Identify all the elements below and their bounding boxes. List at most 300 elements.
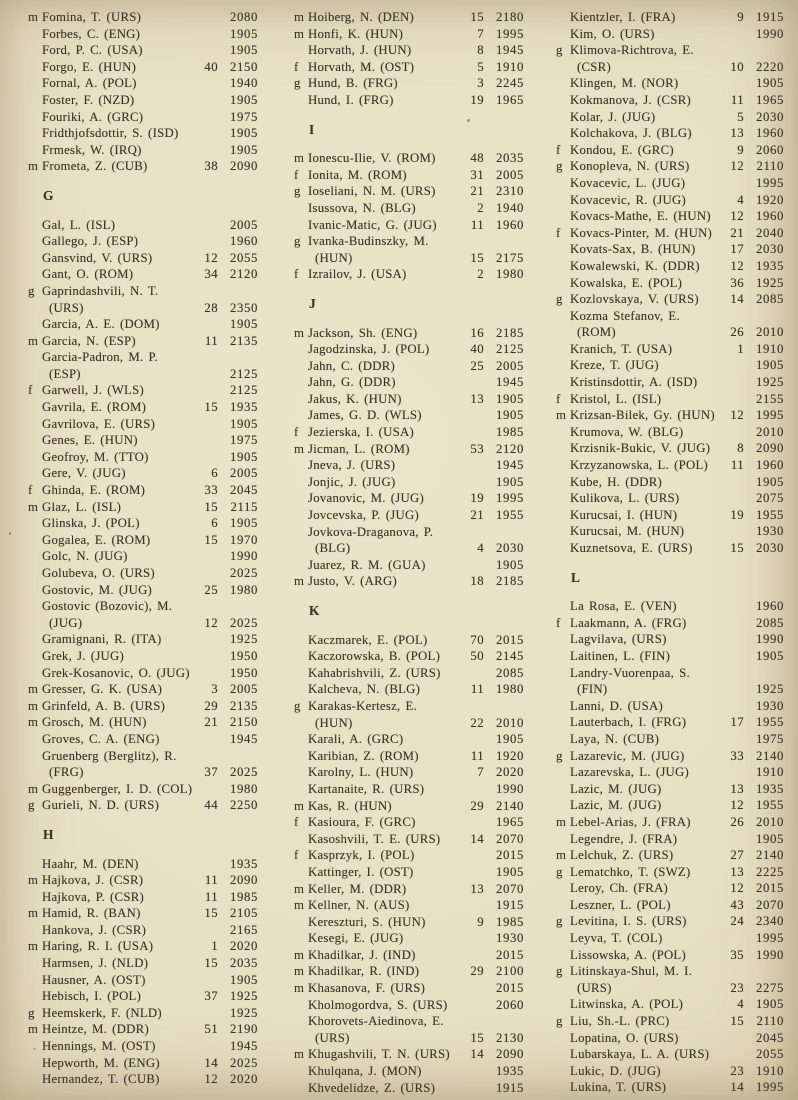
scan-artifact-dot xyxy=(467,119,470,122)
player-entry-row xyxy=(28,349,258,366)
games-count: 21 xyxy=(730,225,744,240)
player-name: Kasioura, F. (GRC) xyxy=(308,815,416,830)
games-count: 19 xyxy=(730,507,744,522)
player-name: Krzyzanowska, L. (POL) xyxy=(570,458,709,473)
player-entry-row xyxy=(556,175,784,192)
games-count: 50 xyxy=(470,649,484,664)
player-name: Ionita, M. (ROM) xyxy=(308,167,407,182)
player-entry-row xyxy=(556,424,784,441)
player-name: (URS) xyxy=(315,1030,350,1045)
elo-rating: 2140 xyxy=(756,848,784,863)
title-marker: m xyxy=(28,698,38,713)
player-name: Juarez, R. M. (GUA) xyxy=(308,557,426,572)
elo-rating: 1960 xyxy=(756,458,784,473)
player-entry-row xyxy=(28,142,258,159)
elo-rating: 2220 xyxy=(756,59,784,74)
elo-rating: 2125 xyxy=(230,366,258,381)
elo-rating: 1980 xyxy=(230,781,258,796)
player-name: Leroy, Ch. (FRA) xyxy=(570,881,669,896)
player-name: Kurucsai, M. (HUN) xyxy=(570,524,685,539)
elo-rating: 1995 xyxy=(756,1080,784,1095)
elo-rating: 1935 xyxy=(756,781,784,796)
player-name: Gramignani, R. (ITA) xyxy=(42,632,162,647)
games-count: 2 xyxy=(477,200,484,215)
player-entry-row xyxy=(28,399,258,416)
player-name: Gostovic, M. (JUG) xyxy=(42,582,153,597)
games-count: 14 xyxy=(470,1047,484,1062)
player-entry-row xyxy=(294,524,524,541)
player-name: Gallego, J. (ESP) xyxy=(42,234,139,249)
player-name: Gresser, G. K. (USA) xyxy=(42,682,163,697)
player-entry-row xyxy=(556,598,784,615)
games-count: 27 xyxy=(730,848,744,863)
player-entry-row xyxy=(556,192,784,209)
player-name: Hankova, J. (CSR) xyxy=(42,922,147,937)
player-name: Grosch, M. (HUN) xyxy=(42,715,147,730)
elo-rating: 1990 xyxy=(756,632,784,647)
elo-rating: 2015 xyxy=(756,881,784,896)
player-entry-row xyxy=(294,930,524,947)
games-count: 37 xyxy=(204,765,218,780)
player-entry-row xyxy=(556,26,784,43)
player-entry-row xyxy=(28,598,258,615)
elo-rating: 2045 xyxy=(756,1030,784,1045)
player-name: Klimova-Richtrova, E. xyxy=(570,43,694,58)
title-marker: g xyxy=(556,914,563,929)
entry-continuation-row xyxy=(294,715,524,732)
player-name: Kristol, L. (ISL) xyxy=(570,391,662,406)
games-count: 19 xyxy=(470,491,484,506)
player-name: Garcia, N. (ESP) xyxy=(42,333,136,348)
player-entry-row xyxy=(556,996,784,1013)
elo-rating: 2120 xyxy=(230,267,258,282)
player-entry-row xyxy=(28,266,258,283)
player-entry-row xyxy=(28,748,258,765)
games-count: 70 xyxy=(470,632,484,647)
player-entry-row xyxy=(556,457,784,474)
elo-rating: 1935 xyxy=(230,856,258,871)
games-count: 8 xyxy=(737,441,744,456)
player-entry-row xyxy=(28,631,258,648)
title-marker: g xyxy=(556,748,563,763)
games-count: 18 xyxy=(470,574,484,589)
title-marker: f xyxy=(294,848,299,863)
player-entry-row xyxy=(556,490,784,507)
player-name: Lematchko, T. (SWZ) xyxy=(570,864,691,879)
elo-rating: 2025 xyxy=(230,566,258,580)
player-entry-row xyxy=(294,897,524,914)
player-entry-row xyxy=(28,938,258,955)
elo-rating: 1905 xyxy=(230,126,258,141)
player-entry-row xyxy=(294,1013,524,1030)
player-name: Lopatina, O. (URS) xyxy=(570,1030,679,1045)
player-name: Karakas-Kertesz, E. xyxy=(308,698,418,713)
elo-rating: 2165 xyxy=(230,922,258,937)
player-entry-row xyxy=(294,764,524,781)
games-count: 34 xyxy=(204,267,218,282)
player-name: Jovkova-Draganova, P. xyxy=(308,524,434,539)
elo-rating: 1980 xyxy=(230,582,258,597)
player-entry-row xyxy=(28,217,258,234)
games-count: 24 xyxy=(730,914,744,929)
player-entry-row xyxy=(28,499,258,516)
player-name: Gal, L. (ISL) xyxy=(42,217,116,232)
player-entry-row xyxy=(294,665,524,682)
player-entry-row xyxy=(28,648,258,665)
player-name: Genes, E. (HUN) xyxy=(42,433,138,448)
player-name: Horvath, J. (HUN) xyxy=(308,43,412,58)
player-name: Kovacs-Mathe, E. (HUN) xyxy=(570,209,711,224)
section-letter-header: G xyxy=(43,187,54,203)
player-entry-row xyxy=(556,930,784,947)
title-marker: f xyxy=(28,483,33,498)
elo-rating: 2150 xyxy=(230,59,258,74)
elo-rating: 2085 xyxy=(496,665,524,680)
player-name: Kientzler, I. (FRA) xyxy=(570,10,676,24)
title-marker: m xyxy=(28,333,38,348)
elo-rating: 2070 xyxy=(756,897,784,912)
elo-rating: 1905 xyxy=(496,474,524,489)
player-entry-row xyxy=(28,714,258,731)
elo-rating: 1995 xyxy=(756,931,784,946)
player-entry-row xyxy=(556,698,784,715)
player-name: Ford, P. C. (USA) xyxy=(42,43,143,58)
elo-rating: 1905 xyxy=(230,142,258,157)
player-name: Gogalea, E. (ROM) xyxy=(42,532,151,547)
player-entry-row xyxy=(556,880,784,897)
games-count: 33 xyxy=(204,483,218,498)
games-count: 7 xyxy=(477,26,484,41)
elo-rating: 1955 xyxy=(756,715,784,730)
player-entry-row xyxy=(28,922,258,939)
games-count: 12 xyxy=(204,250,218,265)
player-entry-row xyxy=(556,523,784,540)
title-marker: m xyxy=(556,408,566,423)
player-entry-row xyxy=(28,1021,258,1038)
player-entry-row xyxy=(28,515,258,532)
player-name: Grek-Kosanovic, O. (JUG) xyxy=(42,665,190,680)
player-name: Jneva, J. (URS) xyxy=(308,458,396,473)
player-entry-row xyxy=(556,75,784,92)
elo-rating: 1995 xyxy=(756,175,784,190)
elo-rating: 1995 xyxy=(496,26,524,41)
player-entry-row xyxy=(556,9,784,26)
title-marker: f xyxy=(556,142,561,157)
title-marker: m xyxy=(28,159,38,174)
player-name: Jezierska, I. (USA) xyxy=(308,425,415,440)
player-entry-row xyxy=(294,1046,524,1063)
player-name: (URS) xyxy=(577,980,612,995)
section-letter-header: L xyxy=(571,569,581,585)
games-count: 21 xyxy=(204,715,218,730)
elo-rating: 1990 xyxy=(230,549,258,564)
title-marker: f xyxy=(294,167,299,182)
games-count: 21 xyxy=(470,508,484,523)
player-name: Lazic, M. (JUG) xyxy=(570,781,662,796)
elo-rating: 2125 xyxy=(496,342,524,357)
player-name: Lissowska, A. (POL) xyxy=(570,947,687,962)
player-name: Lagvilava, (URS) xyxy=(570,632,667,647)
entry-continuation-row xyxy=(28,764,258,781)
elo-rating: 2030 xyxy=(756,541,784,555)
player-name: Hausner, A. (OST) xyxy=(42,972,146,987)
player-entry-row xyxy=(28,26,258,43)
player-name: Golc, N. (JUG) xyxy=(42,549,128,564)
player-name: Khorovets-Aiedinova, E. xyxy=(308,1014,444,1029)
elo-rating: 1940 xyxy=(230,76,258,91)
games-count: 5 xyxy=(737,109,744,124)
elo-rating: 1950 xyxy=(230,665,258,680)
player-entry-row xyxy=(556,665,784,682)
elo-rating: 2025 xyxy=(230,615,258,630)
entry-continuation-row xyxy=(294,1030,524,1047)
player-entry-row xyxy=(294,233,524,250)
player-name: Karibian, Z. (ROM) xyxy=(308,748,419,763)
player-name: Laitinen, L. (FIN) xyxy=(570,648,671,663)
elo-rating: 2135 xyxy=(230,333,258,348)
player-name: Lubarskaya, L. A. (URS) xyxy=(570,1047,710,1062)
elo-rating: 1905 xyxy=(496,557,524,572)
elo-rating: 1930 xyxy=(496,931,524,946)
title-marker: g xyxy=(556,43,563,58)
games-count: 28 xyxy=(204,300,218,315)
player-entry-row xyxy=(28,856,258,873)
elo-rating: 2090 xyxy=(756,441,784,456)
player-name: (ESP) xyxy=(49,366,81,381)
player-name: Garcia-Padron, M. P. xyxy=(42,350,158,365)
player-name: Jagodzinska, J. (POL) xyxy=(308,342,430,357)
games-count: 11 xyxy=(204,889,218,904)
title-marker: f xyxy=(294,425,299,440)
player-entry-row xyxy=(294,391,524,408)
player-entry-row xyxy=(294,457,524,474)
entry-continuation-row xyxy=(556,324,784,341)
elo-rating: 2150 xyxy=(230,715,258,730)
player-name: Kozlovskaya, V. (URS) xyxy=(570,292,699,307)
elo-rating: 1975 xyxy=(230,109,258,124)
player-entry-row xyxy=(556,158,784,175)
player-name: Gostovic (Bozovic), M. xyxy=(42,599,173,614)
player-entry-row xyxy=(28,548,258,565)
elo-rating: 2085 xyxy=(756,615,784,630)
player-entry-row xyxy=(28,158,258,175)
player-name: (FIN) xyxy=(577,682,608,697)
elo-rating: 1925 xyxy=(230,989,258,1004)
player-name: Hoiberg, N. (DEN) xyxy=(308,10,415,24)
player-entry-row xyxy=(556,797,784,814)
player-entry-row xyxy=(556,714,784,731)
games-count: 11 xyxy=(204,873,218,888)
player-name: Legendre, J. (FRA) xyxy=(570,831,678,846)
games-count: 11 xyxy=(204,333,218,348)
title-marker: f xyxy=(294,815,299,830)
games-count: 33 xyxy=(730,748,744,763)
title-marker: f xyxy=(556,391,561,406)
player-entry-row xyxy=(556,407,784,424)
player-entry-row xyxy=(294,167,524,184)
games-count: 13 xyxy=(730,781,744,796)
player-entry-row xyxy=(28,432,258,449)
player-entry-row xyxy=(294,424,524,441)
player-name: Keller, M. (DDR) xyxy=(308,881,407,896)
games-count: 4 xyxy=(737,192,744,207)
elo-rating: 1905 xyxy=(230,43,258,58)
player-name: Litwinska, A. (POL) xyxy=(570,997,684,1012)
player-entry-row xyxy=(556,748,784,765)
player-name: Jovcevska, P. (JUG) xyxy=(308,508,420,523)
elo-rating: 1975 xyxy=(230,433,258,448)
player-name: Kokmanova, J. (CSR) xyxy=(570,92,691,107)
player-entry-row xyxy=(556,631,784,648)
elo-rating: 2075 xyxy=(756,491,784,506)
elo-rating: 2070 xyxy=(496,881,524,896)
player-name: Horvath, M. (OST) xyxy=(308,59,415,74)
title-marker: m xyxy=(294,981,304,996)
elo-rating: 2085 xyxy=(756,292,784,307)
player-entry-row xyxy=(294,75,524,92)
player-name: Honfi, K. (HUN) xyxy=(308,26,404,41)
section-letter-header: K xyxy=(309,603,320,618)
games-count: 29 xyxy=(470,964,484,979)
elo-rating: 1995 xyxy=(756,408,784,423)
games-count: 8 xyxy=(477,43,484,58)
games-count: 12 xyxy=(204,1072,218,1087)
player-name: Ghinda, E. (ROM) xyxy=(42,483,146,498)
games-count: 12 xyxy=(730,159,744,174)
games-count: 43 xyxy=(730,897,744,912)
elo-rating: 2185 xyxy=(496,325,524,340)
player-entry-row xyxy=(294,42,524,59)
games-count: 26 xyxy=(730,814,744,829)
elo-rating: 2115 xyxy=(230,499,258,514)
title-marker: m xyxy=(294,947,304,962)
title-marker: g xyxy=(28,283,35,298)
elo-rating: 2245 xyxy=(496,76,524,91)
player-name: Hepworth, M. (ENG) xyxy=(42,1055,160,1070)
games-count: 37 xyxy=(204,989,218,1004)
player-name: Forbes, C. (ENG) xyxy=(42,26,141,41)
title-marker: m xyxy=(294,1047,304,1062)
elo-rating: 1905 xyxy=(230,972,258,987)
elo-rating: 1965 xyxy=(756,92,784,107)
player-name: Grek, J. (JUG) xyxy=(42,648,125,663)
player-name: Jahn, G. (DDR) xyxy=(308,375,396,390)
elo-rating: 1955 xyxy=(756,798,784,813)
elo-rating: 2005 xyxy=(496,167,524,182)
player-entry-row xyxy=(556,1030,784,1047)
player-name: Lauterbach, I. (FRG) xyxy=(570,715,687,730)
elo-rating: 2130 xyxy=(496,1030,524,1045)
player-entry-row xyxy=(28,955,258,972)
games-count: 16 xyxy=(470,325,484,340)
player-entry-row xyxy=(28,9,258,26)
player-entry-row xyxy=(294,9,524,26)
elo-rating: 2005 xyxy=(230,217,258,232)
player-entry-row xyxy=(556,814,784,831)
entry-continuation-row xyxy=(28,366,258,383)
title-marker: g xyxy=(28,1005,35,1020)
elo-rating: 1905 xyxy=(756,648,784,663)
player-entry-row xyxy=(294,798,524,815)
elo-rating: 1905 xyxy=(756,831,784,846)
player-entry-row xyxy=(556,864,784,881)
entry-continuation-row xyxy=(556,681,784,698)
player-name: Kuznetsova, E. (URS) xyxy=(570,541,693,555)
games-count: 12 xyxy=(730,881,744,896)
games-count: 14 xyxy=(470,831,484,846)
player-entry-row xyxy=(28,59,258,76)
elo-rating: 2020 xyxy=(496,765,524,780)
player-entry-row xyxy=(556,374,784,391)
player-entry-row xyxy=(294,407,524,424)
elo-rating: 2080 xyxy=(230,10,258,24)
games-count: 15 xyxy=(730,1014,744,1029)
games-count: 11 xyxy=(730,92,744,107)
player-entry-row xyxy=(28,109,258,126)
games-count: 15 xyxy=(470,10,484,24)
elo-rating: 1920 xyxy=(756,192,784,207)
elo-rating: 1910 xyxy=(756,765,784,780)
player-name: (CSR) xyxy=(577,59,611,74)
elo-rating: 2090 xyxy=(230,159,258,174)
player-entry-row xyxy=(294,814,524,831)
player-name: Foster, F. (NZD) xyxy=(42,92,135,107)
player-entry-row xyxy=(556,913,784,930)
games-count: 11 xyxy=(470,217,484,232)
elo-rating: 2025 xyxy=(230,765,258,780)
elo-rating: 1905 xyxy=(230,516,258,531)
player-entry-row xyxy=(28,233,258,250)
player-name: Kube, H. (DDR) xyxy=(570,474,662,489)
player-name: Haring, R. I. (USA) xyxy=(42,939,154,954)
player-name: Lebel-Arias, J. (FRA) xyxy=(570,814,691,829)
section-letter-header: I xyxy=(309,121,315,137)
player-name: Gaprindashvili, N. T. xyxy=(42,283,159,298)
elo-rating: 1925 xyxy=(230,1005,258,1020)
player-entry-row xyxy=(294,781,524,798)
player-entry-row xyxy=(28,905,258,922)
player-entry-row xyxy=(28,889,258,906)
games-count: 13 xyxy=(470,391,484,406)
player-name: James, G. D. (WLS) xyxy=(308,408,422,423)
player-entry-row xyxy=(294,441,524,458)
elo-rating: 2125 xyxy=(230,383,258,398)
elo-rating: 1930 xyxy=(756,524,784,539)
title-marker: m xyxy=(28,873,38,888)
player-name: Klingen, M. (NOR) xyxy=(570,76,679,91)
elo-rating: 2340 xyxy=(756,914,784,929)
player-entry-row xyxy=(556,1013,784,1030)
entry-continuation-row xyxy=(294,540,524,557)
elo-rating: 1995 xyxy=(496,491,524,506)
elo-rating: 2155 xyxy=(756,391,784,406)
player-entry-row xyxy=(556,831,784,848)
games-count: 15 xyxy=(470,250,484,265)
elo-rating: 1915 xyxy=(756,10,784,24)
elo-rating: 2035 xyxy=(496,151,524,166)
player-entry-row xyxy=(556,208,784,225)
player-name: Khadilkar, J. (IND) xyxy=(308,947,416,962)
entry-continuation-row xyxy=(28,615,258,632)
games-count: 14 xyxy=(204,1055,218,1070)
games-count: 9 xyxy=(477,914,484,929)
player-name: Jahn, C. (DDR) xyxy=(308,358,396,373)
player-entry-row xyxy=(294,183,524,200)
player-name: Forgo, E. (HUN) xyxy=(42,59,137,74)
player-entry-row xyxy=(294,59,524,76)
player-entry-row xyxy=(556,291,784,308)
player-entry-row xyxy=(28,316,258,333)
